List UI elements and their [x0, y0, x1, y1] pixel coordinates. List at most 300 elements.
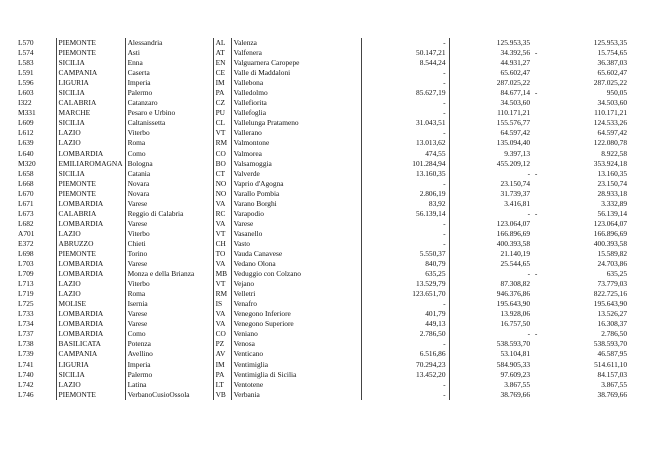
cell-value-1: 83,92 [361, 199, 449, 209]
table-row [16, 319, 630, 329]
cell-sigla: IS [213, 299, 231, 309]
table-row [16, 249, 630, 259]
cell-value-2: 34.392,56 [449, 48, 533, 58]
cell-region: SICILIA [56, 58, 125, 68]
cell-code: L671 [18, 198, 34, 208]
cell-value-3: 8.922,58 [601, 148, 628, 158]
cell-code: L709 [18, 269, 34, 279]
cell-comune: Velletri [231, 289, 361, 299]
cell-province: Imperia [125, 360, 213, 370]
cell-province: Varese [125, 309, 213, 319]
cell-province: Catania [125, 169, 213, 179]
cell-value-2: 87.308,82 [449, 279, 533, 289]
cell-comune: Venticano [231, 349, 361, 359]
cell-code: L612 [18, 128, 34, 138]
cell-region: PIEMONTE [56, 390, 125, 400]
cell-code: M320 [18, 158, 36, 168]
cell-code: L673 [18, 208, 34, 218]
cell-value-1: 13.529,79 [361, 279, 449, 289]
cell-value-3: 287.025,22 [593, 78, 628, 88]
cell-value-2: 25.544,65 [449, 259, 533, 269]
cell-region: LOMBARDIA [56, 269, 125, 279]
table-row [16, 269, 630, 279]
cell-region: SICILIA [56, 370, 125, 380]
cell-value-3: 23.150,74 [597, 178, 628, 188]
cell-code: L609 [18, 118, 34, 128]
cell-province: Torino [125, 249, 213, 259]
table-row [16, 339, 630, 349]
cell-comune: Varese [231, 219, 361, 229]
cell-province: Novara [125, 179, 213, 189]
cell-value-2: 455.209,12 [449, 159, 533, 169]
cell-province: Viterbo [125, 279, 213, 289]
cell-value-2: 946.376,86 [449, 289, 533, 299]
cell-value-1: 449,13 [361, 319, 449, 329]
cell-value-1: - [361, 390, 449, 400]
table-row [16, 370, 630, 380]
cell-mark: - [534, 168, 538, 178]
table-row [16, 38, 630, 48]
cell-sigla: LT [213, 380, 231, 390]
cell-value-3: 24.703,86 [597, 259, 628, 269]
table-row [16, 128, 630, 138]
cell-province: Enna [125, 58, 213, 68]
cell-province: Varese [125, 259, 213, 269]
cell-province: Asti [125, 48, 213, 58]
cell-sigla: RM [213, 138, 231, 148]
cell-region: LOMBARDIA [56, 199, 125, 209]
cell-value-1: 123.651,70 [361, 289, 449, 299]
cell-comune: Ventimiglia [231, 360, 361, 370]
cell-value-1: - [361, 38, 449, 48]
cell-sigla: VA [213, 319, 231, 329]
cell-province: VerbanoCusioOssola [125, 390, 213, 400]
cell-sigla: IM [213, 360, 231, 370]
cell-comune: Valledolmo [231, 88, 361, 98]
cell-comune: Venegono Superiore [231, 319, 361, 329]
cell-value-3: 65.602,47 [597, 68, 628, 78]
cell-comune: Vallebona [231, 78, 361, 88]
cell-value-2: 44.931,27 [449, 58, 533, 68]
cell-value-3: 2.786,50 [601, 329, 628, 339]
cell-value-3: 28.933,18 [597, 188, 628, 198]
cell-value-1: 70.294,23 [361, 360, 449, 370]
cell-province: Viterbo [125, 128, 213, 138]
cell-code: L640 [18, 148, 34, 158]
table-row [16, 189, 630, 199]
cell-province: Isernia [125, 299, 213, 309]
cell-code: L698 [18, 249, 34, 258]
cell-comune: Venegono Inferiore [231, 309, 361, 319]
cell-value-3: 3.332,89 [601, 198, 628, 208]
cell-province: Viterbo [125, 229, 213, 239]
cell-comune: Vallelunga Pratameno [231, 118, 361, 128]
cell-code: L739 [18, 349, 34, 359]
cell-sigla: PA [213, 88, 231, 98]
cell-code: L713 [18, 279, 34, 289]
cell-value-3: 34.503,60 [597, 98, 628, 108]
cell-value-2: 9.397,13 [449, 149, 533, 159]
cell-value-3: 46.587,95 [597, 349, 628, 359]
table-row [16, 349, 630, 359]
cell-code: E372 [18, 238, 34, 248]
cell-value-1: 85.627,19 [361, 88, 449, 98]
cell-region: CALABRIA [56, 98, 125, 108]
cell-code: L574 [18, 48, 34, 58]
cell-value-3: 950,05 [606, 88, 628, 98]
cell-code: L725 [18, 299, 34, 309]
cell-value-1: 13.013,62 [361, 138, 449, 148]
cell-comune: Vedano Olona [231, 259, 361, 269]
cell-value-2: 166.896,69 [449, 229, 533, 239]
cell-value-3: 84.157,03 [597, 369, 628, 379]
cell-code: L740 [18, 369, 34, 379]
cell-value-2: 584.905,33 [449, 360, 533, 370]
cell-sigla: RC [213, 209, 231, 219]
table-row [16, 199, 630, 209]
cell-comune: Veduggio con Colzano [231, 269, 361, 279]
cell-value-1: 50.147,21 [361, 48, 449, 58]
cell-region: LOMBARDIA [56, 219, 125, 229]
cell-mark: - [534, 329, 538, 339]
cell-value-2: 34.503,60 [449, 98, 533, 108]
cell-sigla: IM [213, 78, 231, 88]
cell-value-1: 13.452,20 [361, 370, 449, 380]
table-row [16, 299, 630, 309]
cell-value-2: 135.094,40 [449, 138, 533, 148]
cell-region: CALABRIA [56, 209, 125, 219]
cell-province: Palermo [125, 370, 213, 380]
cell-sigla: VT [213, 279, 231, 289]
table-row [16, 68, 630, 78]
cell-code: L746 [18, 389, 34, 399]
cell-code: L742 [18, 379, 34, 389]
cell-value-2: 97.609,23 [449, 370, 533, 380]
cell-value-3: 15.754,65 [597, 48, 628, 58]
cell-region: LOMBARDIA [56, 309, 125, 319]
cell-value-3: 514.611,10 [594, 359, 628, 369]
cell-mark: - [534, 88, 538, 98]
cell-sigla: VT [213, 229, 231, 239]
cell-province: Avellino [125, 349, 213, 359]
cell-region: LIGURIA [56, 360, 125, 370]
table-row [16, 380, 630, 390]
cell-value-1: 6.516,86 [361, 349, 449, 359]
table-row [16, 48, 630, 58]
cell-value-1: 401,79 [361, 309, 449, 319]
cell-value-3: 538.593,70 [593, 339, 628, 349]
cell-value-1: 31.043,51 [361, 118, 449, 128]
cell-value-1: - [361, 78, 449, 88]
cell-value-1: 56.139,14 [361, 209, 449, 219]
cell-value-2: 84.677,14 [449, 88, 533, 98]
cell-code: L737 [18, 329, 34, 339]
cell-value-1: - [361, 179, 449, 189]
cell-region: LOMBARDIA [56, 259, 125, 269]
cell-value-2: - [449, 329, 533, 339]
cell-comune: Vallerano [231, 128, 361, 138]
cell-region: LOMBARDIA [56, 149, 125, 159]
table-row [16, 390, 630, 400]
cell-sigla: VB [213, 390, 231, 400]
table-row [16, 118, 630, 128]
cell-sigla: NO [213, 179, 231, 189]
table-body [16, 38, 630, 400]
cell-value-3: 64.597,42 [597, 128, 628, 138]
cell-value-3: 15.589,82 [597, 249, 628, 258]
cell-value-3: 123.064,07 [593, 218, 628, 228]
cell-code: L734 [18, 319, 34, 329]
cell-comune: Vejano [231, 279, 361, 289]
cell-province: Roma [125, 138, 213, 148]
cell-value-3: 124.533,26 [593, 118, 628, 128]
cell-province: Como [125, 329, 213, 339]
cell-province: Palermo [125, 88, 213, 98]
cell-region: PIEMONTE [56, 38, 125, 48]
cell-sigla: PZ [213, 339, 231, 349]
table-row [16, 88, 630, 98]
table-row [16, 159, 630, 169]
cell-comune: Vasanello [231, 229, 361, 239]
cell-value-3: 822.725,16 [593, 289, 628, 299]
cell-comune: Verbania [231, 390, 361, 400]
cell-value-1: 2.786,50 [361, 329, 449, 339]
cell-sigla: VA [213, 259, 231, 269]
cell-region: PIEMONTE [56, 189, 125, 199]
cell-province: Bologna [125, 159, 213, 169]
table-row [16, 209, 630, 219]
cell-province: Varese [125, 199, 213, 209]
cell-region: SICILIA [56, 88, 125, 98]
cell-province: Imperia [125, 78, 213, 88]
cell-comune: Vauda Canavese [231, 249, 361, 259]
cell-sigla: VT [213, 128, 231, 138]
cell-value-1: 8.544,24 [361, 58, 449, 68]
cell-value-1: - [361, 239, 449, 249]
cell-value-2: 53.104,81 [449, 349, 533, 359]
cell-value-2: 16.757,50 [449, 319, 533, 329]
cell-region: MOLISE [56, 299, 125, 309]
cell-value-2: 3.867,55 [449, 380, 533, 390]
cell-sigla: NO [213, 189, 231, 199]
cell-value-3: 13.526,27 [597, 309, 628, 319]
cell-value-2: 125.953,35 [449, 38, 533, 48]
cell-value-2: 21.140,19 [449, 249, 533, 259]
cell-region: LOMBARDIA [56, 319, 125, 329]
cell-value-3: 353.924,18 [593, 158, 628, 168]
cell-region: SICILIA [56, 169, 125, 179]
cell-value-2: 538.593,70 [449, 339, 533, 349]
cell-value-3: 73.779,03 [597, 279, 628, 289]
cell-comune: Valsamoggia [231, 159, 361, 169]
cell-sigla: CZ [213, 98, 231, 108]
cell-value-1: - [361, 229, 449, 239]
cell-mark: - [534, 208, 538, 218]
cell-province: Varese [125, 219, 213, 229]
cell-region: MARCHE [56, 108, 125, 118]
cell-code: M331 [18, 108, 36, 118]
cell-comune: Varapodio [231, 209, 361, 219]
cell-code: L603 [18, 88, 34, 98]
cell-region: LAZIO [56, 128, 125, 138]
table-row [16, 108, 630, 118]
cell-code: L670 [18, 188, 34, 198]
table-row [16, 259, 630, 269]
table-row [16, 360, 630, 370]
cell-code: L583 [18, 58, 34, 68]
cell-region: PIEMONTE [56, 249, 125, 259]
cell-value-3: 38.769,66 [597, 389, 628, 399]
cell-value-2: 38.769,66 [449, 390, 533, 400]
cell-value-2: 155.576,77 [449, 118, 533, 128]
cell-region: BASILICATA [56, 339, 125, 349]
cell-comune: Ventotene [231, 380, 361, 390]
cell-value-3: 16.308,37 [597, 319, 628, 329]
cell-code: L668 [18, 178, 34, 188]
cell-comune: Venosa [231, 339, 361, 349]
cell-sigla: CT [213, 169, 231, 179]
table-row [16, 329, 630, 339]
cell-value-3: 195.643,90 [593, 299, 628, 309]
cell-code: L682 [18, 218, 34, 228]
cell-value-1: - [361, 68, 449, 78]
cell-region: LAZIO [56, 138, 125, 148]
cell-code: L741 [18, 359, 34, 369]
cell-value-1: - [361, 380, 449, 390]
cell-code: L733 [18, 309, 34, 319]
cell-sigla: RM [213, 289, 231, 299]
cell-sigla: EN [213, 58, 231, 68]
cell-province: Roma [125, 289, 213, 299]
cell-value-1: 5.550,37 [361, 249, 449, 259]
table-row [16, 98, 630, 108]
cell-region: LOMBARDIA [56, 329, 125, 339]
cell-sigla: BO [213, 159, 231, 169]
cell-value-2: 287.025,22 [449, 78, 533, 88]
cell-value-3: 36.387,03 [597, 58, 628, 68]
cell-value-1: - [361, 98, 449, 108]
cell-value-1: 2.806,19 [361, 189, 449, 199]
cell-comune: Vallefiorita [231, 98, 361, 108]
cell-value-3: 110.171,21 [594, 108, 628, 118]
cell-value-1: - [361, 339, 449, 349]
cell-comune: Venafro [231, 299, 361, 309]
cell-value-1: - [361, 299, 449, 309]
cell-comune: Valmorea [231, 149, 361, 159]
cell-region: PIEMONTE [56, 179, 125, 189]
cell-province: Pesaro e Urbino [125, 108, 213, 118]
cell-value-1: 13.160,35 [361, 169, 449, 179]
cell-province: Reggio di Calabria [125, 209, 213, 219]
cell-sigla: CO [213, 149, 231, 159]
cell-province: Alessandria [125, 38, 213, 48]
table-row [16, 229, 630, 239]
cell-comune: Valverde [231, 169, 361, 179]
cell-value-3: 56.139,14 [597, 208, 628, 218]
cell-region: EMILIAROMAGNA [56, 159, 125, 169]
cell-value-2: 110.171,21 [449, 108, 533, 118]
cell-comune: Vaprio d'Agogna [231, 179, 361, 189]
cell-mark: - [534, 48, 538, 58]
cell-value-2: 13.928,06 [449, 309, 533, 319]
cell-value-1: 474,55 [361, 149, 449, 159]
cell-comune: Valmontone [231, 138, 361, 148]
cell-value-2: 23.150,74 [449, 179, 533, 189]
cell-sigla: CO [213, 329, 231, 339]
cell-code: I322 [18, 98, 32, 108]
cell-value-1: - [361, 108, 449, 118]
table-row [16, 78, 630, 88]
cell-comune: Varano Borghi [231, 199, 361, 209]
cell-code: L738 [18, 339, 34, 349]
cell-comune: Vasto [231, 239, 361, 249]
cell-value-2: - [449, 169, 533, 179]
cell-region: ABRUZZO [56, 239, 125, 249]
cell-province: Chieti [125, 239, 213, 249]
cell-value-2: - [449, 209, 533, 219]
cell-value-2: 400.393,58 [449, 239, 533, 249]
cell-province: Potenza [125, 339, 213, 349]
cell-code: L570 [18, 38, 34, 48]
cell-comune: Vallefoglia [231, 108, 361, 118]
cell-province: Novara [125, 189, 213, 199]
cell-sigla: AV [213, 349, 231, 359]
cell-mark: - [534, 269, 538, 279]
cell-sigla: AL [213, 38, 231, 48]
cell-value-2: 65.602,47 [449, 68, 533, 78]
cell-sigla: VA [213, 219, 231, 229]
cell-value-1: - [361, 219, 449, 229]
cell-comune: Valenza [231, 38, 361, 48]
cell-region: LAZIO [56, 279, 125, 289]
cell-value-3: 400.393,58 [593, 238, 628, 248]
cell-value-3: 122.080,78 [593, 138, 628, 148]
table-row [16, 219, 630, 229]
cell-sigla: MB [213, 269, 231, 279]
cell-comune: Valguarnera Caropepe [231, 58, 361, 68]
cell-code: L719 [18, 289, 34, 299]
cell-province: Varese [125, 319, 213, 329]
cell-region: CAMPANIA [56, 349, 125, 359]
cell-value-2: 195.643,90 [449, 299, 533, 309]
cell-value-1: - [361, 128, 449, 138]
table-row [16, 179, 630, 189]
cell-sigla: CE [213, 68, 231, 78]
cell-value-2: 3.416,81 [449, 199, 533, 209]
cell-value-3: 125.953,35 [593, 38, 628, 48]
cell-value-3: 635,25 [606, 269, 628, 279]
cell-sigla: TO [213, 249, 231, 259]
cell-comune: Valle di Maddaloni [231, 68, 361, 78]
table-row [16, 138, 630, 148]
cell-value-1: 840,79 [361, 259, 449, 269]
cell-code: L639 [18, 138, 34, 148]
cell-value-2: - [449, 269, 533, 279]
cell-code: L703 [18, 259, 34, 269]
table-row [16, 239, 630, 249]
cell-region: LIGURIA [56, 78, 125, 88]
table-row [16, 289, 630, 299]
cell-region: SICILIA [56, 118, 125, 128]
cell-sigla: CH [213, 239, 231, 249]
table-row [16, 279, 630, 289]
cell-comune: Varallo Pombia [231, 189, 361, 199]
cell-value-2: 31.739,37 [449, 189, 533, 199]
cell-code: A701 [18, 228, 35, 238]
cell-province: Caserta [125, 68, 213, 78]
cell-region: LAZIO [56, 380, 125, 390]
cell-province: Monza e della Brianza [125, 269, 213, 279]
